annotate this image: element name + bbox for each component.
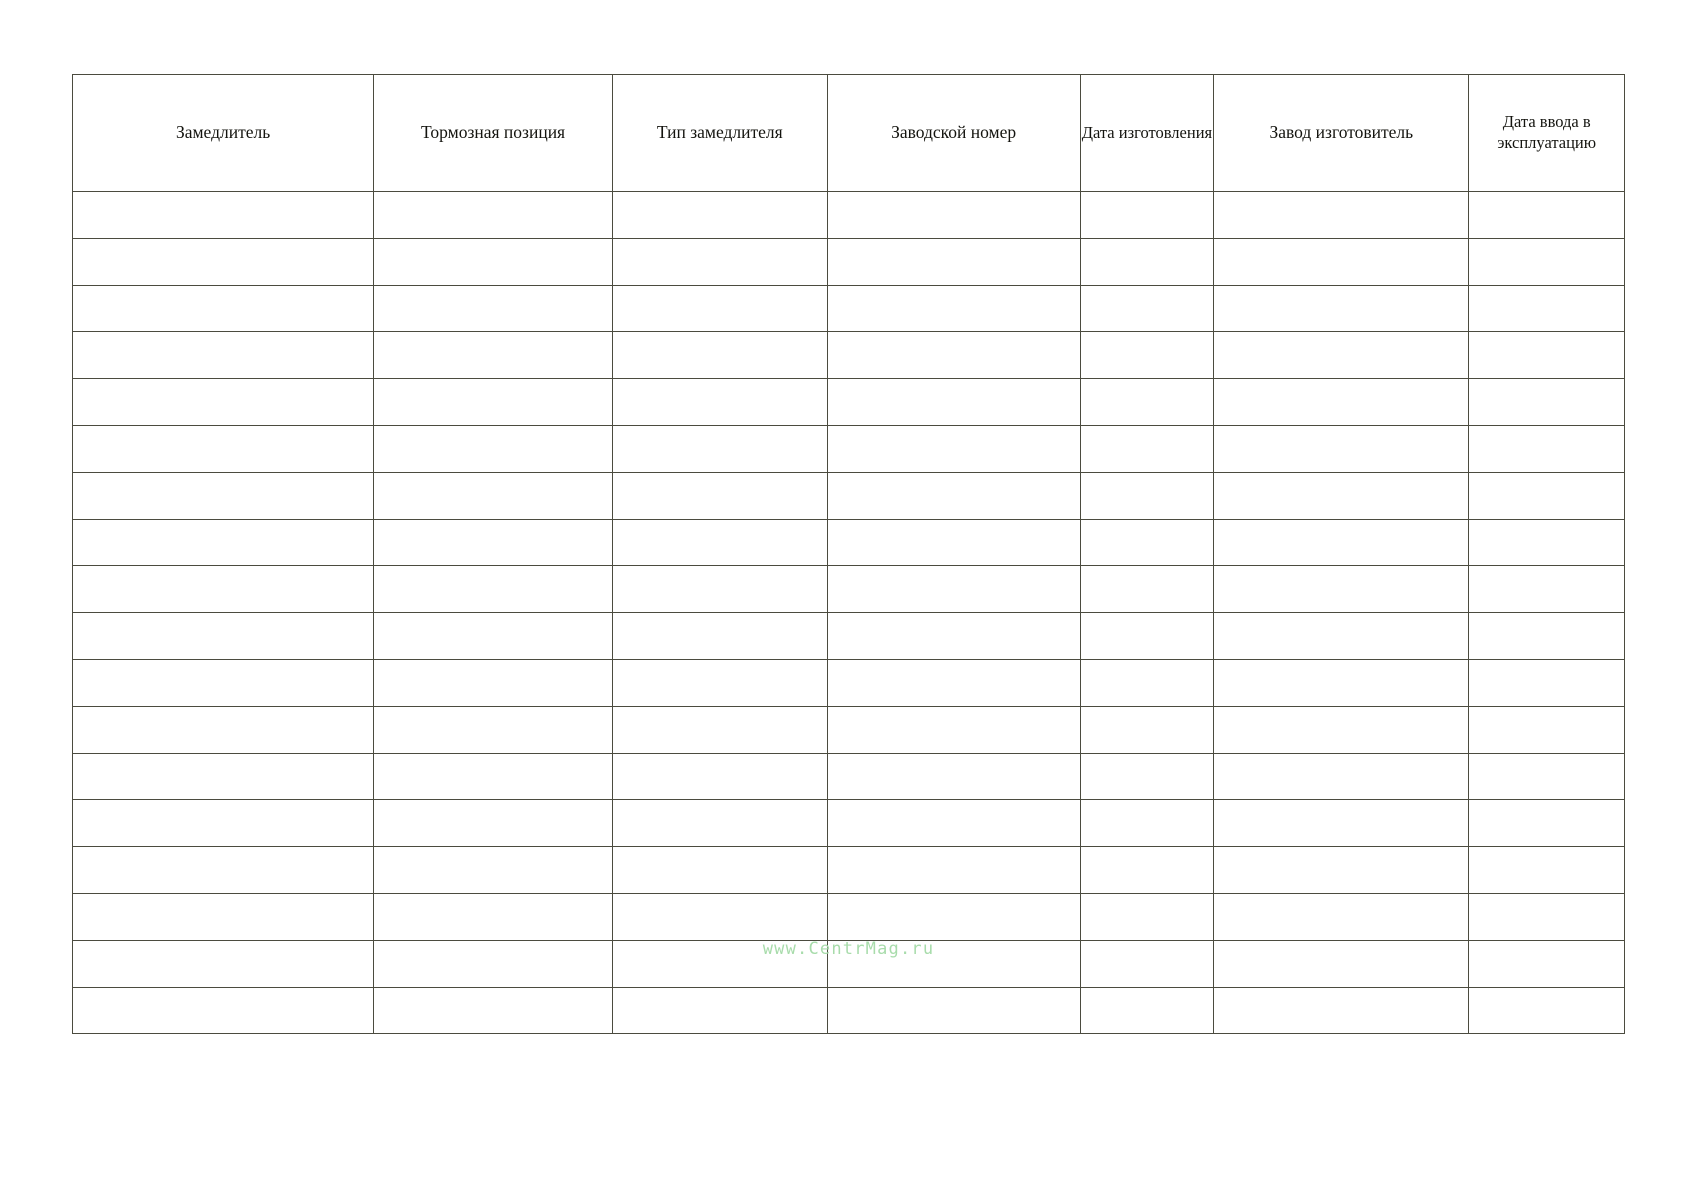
cell-retarder-type[interactable]	[612, 753, 827, 800]
cell-retarder[interactable]	[73, 379, 374, 426]
cell-factory-number[interactable]	[827, 566, 1080, 613]
table-row[interactable]	[73, 566, 1625, 613]
cell-factory-number[interactable]	[827, 519, 1080, 566]
cell-manufacture-date[interactable]	[1080, 613, 1214, 660]
cell-commissioning-date[interactable]	[1469, 519, 1625, 566]
table-row[interactable]	[73, 940, 1625, 987]
cell-retarder[interactable]	[73, 472, 374, 519]
cell-brake-position[interactable]	[374, 379, 613, 426]
cell-commissioning-date[interactable]	[1469, 847, 1625, 894]
cell-manufacturer-plant[interactable]	[1214, 659, 1469, 706]
cell-manufacture-date[interactable]	[1080, 566, 1214, 613]
cell-factory-number[interactable]	[827, 425, 1080, 472]
column-header-brake-position: Тормозная позиция	[374, 75, 613, 192]
cell-commissioning-date[interactable]	[1469, 893, 1625, 940]
cell-retarder-type[interactable]	[612, 800, 827, 847]
cell-retarder[interactable]	[73, 425, 374, 472]
cell-manufacturer-plant[interactable]	[1214, 706, 1469, 753]
cell-commissioning-date[interactable]	[1469, 425, 1625, 472]
table-row[interactable]	[73, 847, 1625, 894]
cell-brake-position[interactable]	[374, 238, 613, 285]
column-header-manufacturer-plant: Завод изготовитель	[1214, 75, 1469, 192]
table-row[interactable]	[73, 332, 1625, 379]
cell-manufacturer-plant[interactable]	[1214, 425, 1469, 472]
cell-commissioning-date[interactable]	[1469, 659, 1625, 706]
cell-retarder-type[interactable]	[612, 566, 827, 613]
cell-manufacturer-plant[interactable]	[1214, 472, 1469, 519]
form-table-container	[72, 74, 1625, 1034]
cell-retarder[interactable]	[73, 800, 374, 847]
cell-manufacture-date[interactable]	[1080, 659, 1214, 706]
cell-brake-position[interactable]	[374, 285, 613, 332]
column-header-commissioning-date: Дата ввода в эксплуатацию	[1469, 75, 1625, 192]
cell-commissioning-date[interactable]	[1469, 379, 1625, 426]
cell-manufacturer-plant[interactable]	[1214, 332, 1469, 379]
cell-factory-number[interactable]	[827, 379, 1080, 426]
cell-manufacture-date[interactable]	[1080, 238, 1214, 285]
cell-retarder-type[interactable]	[612, 893, 827, 940]
cell-retarder[interactable]	[73, 519, 374, 566]
cell-commissioning-date[interactable]	[1469, 613, 1625, 660]
cell-brake-position[interactable]	[374, 706, 613, 753]
cell-commissioning-date[interactable]	[1469, 238, 1625, 285]
table-row[interactable]	[73, 893, 1625, 940]
cell-commissioning-date[interactable]	[1469, 987, 1625, 1034]
cell-factory-number[interactable]	[827, 192, 1080, 239]
cell-brake-position[interactable]	[374, 332, 613, 379]
cell-manufacturer-plant[interactable]	[1214, 238, 1469, 285]
cell-factory-number[interactable]	[827, 659, 1080, 706]
cell-manufacture-date[interactable]	[1080, 706, 1214, 753]
cell-retarder[interactable]	[73, 613, 374, 660]
cell-factory-number[interactable]	[827, 987, 1080, 1034]
cell-retarder[interactable]	[73, 332, 374, 379]
cell-retarder[interactable]	[73, 753, 374, 800]
cell-manufacture-date[interactable]	[1080, 192, 1214, 239]
cell-brake-position[interactable]	[374, 613, 613, 660]
cell-retarder-type[interactable]	[612, 659, 827, 706]
cell-brake-position[interactable]	[374, 192, 613, 239]
table-row[interactable]	[73, 379, 1625, 426]
cell-retarder-type[interactable]	[612, 238, 827, 285]
cell-retarder-type[interactable]	[612, 847, 827, 894]
cell-manufacture-date[interactable]	[1080, 285, 1214, 332]
cell-manufacture-date[interactable]	[1080, 332, 1214, 379]
cell-brake-position[interactable]	[374, 519, 613, 566]
cell-factory-number[interactable]	[827, 285, 1080, 332]
column-header-manufacture-date: Дата изготовления	[1080, 75, 1214, 192]
column-header-factory-number: Заводской номер	[827, 75, 1080, 192]
cell-manufacturer-plant[interactable]	[1214, 753, 1469, 800]
table-row[interactable]	[73, 519, 1625, 566]
cell-factory-number[interactable]	[827, 706, 1080, 753]
column-header-retarder-type: Тип замедлителя	[612, 75, 827, 192]
cell-retarder[interactable]	[73, 940, 374, 987]
cell-manufacture-date[interactable]	[1080, 893, 1214, 940]
table-row[interactable]	[73, 659, 1625, 706]
cell-commissioning-date[interactable]	[1469, 706, 1625, 753]
cell-manufacturer-plant[interactable]	[1214, 285, 1469, 332]
cell-factory-number[interactable]	[827, 893, 1080, 940]
cell-brake-position[interactable]	[374, 566, 613, 613]
cell-brake-position[interactable]	[374, 425, 613, 472]
cell-retarder[interactable]	[73, 566, 374, 613]
cell-retarder-type[interactable]	[612, 192, 827, 239]
cell-manufacturer-plant[interactable]	[1214, 893, 1469, 940]
table-row[interactable]	[73, 425, 1625, 472]
cell-manufacture-date[interactable]	[1080, 379, 1214, 426]
cell-commissioning-date[interactable]	[1469, 753, 1625, 800]
cell-retarder-type[interactable]	[612, 940, 827, 987]
table-header	[73, 75, 1625, 192]
cell-factory-number[interactable]	[827, 472, 1080, 519]
cell-commissioning-date[interactable]	[1469, 472, 1625, 519]
cell-retarder-type[interactable]	[612, 285, 827, 332]
cell-retarder-type[interactable]	[612, 706, 827, 753]
cell-retarder-type[interactable]	[612, 379, 827, 426]
cell-manufacturer-plant[interactable]	[1214, 987, 1469, 1034]
cell-brake-position[interactable]	[374, 472, 613, 519]
table-row[interactable]	[73, 285, 1625, 332]
cell-manufacture-date[interactable]	[1080, 425, 1214, 472]
cell-retarder-type[interactable]	[612, 613, 827, 660]
cell-manufacturer-plant[interactable]	[1214, 940, 1469, 987]
table-row[interactable]	[73, 987, 1625, 1034]
cell-brake-position[interactable]	[374, 847, 613, 894]
cell-retarder-type[interactable]	[612, 425, 827, 472]
cell-factory-number[interactable]	[827, 847, 1080, 894]
cell-retarder-type[interactable]	[612, 519, 827, 566]
cell-retarder[interactable]	[73, 893, 374, 940]
cell-manufacture-date[interactable]	[1080, 800, 1214, 847]
cell-manufacturer-plant[interactable]	[1214, 379, 1469, 426]
cell-manufacture-date[interactable]	[1080, 753, 1214, 800]
cell-brake-position[interactable]	[374, 659, 613, 706]
cell-manufacture-date[interactable]	[1080, 847, 1214, 894]
cell-retarder[interactable]	[73, 238, 374, 285]
cell-factory-number[interactable]	[827, 940, 1080, 987]
table-row[interactable]	[73, 238, 1625, 285]
cell-retarder[interactable]	[73, 987, 374, 1034]
table-row[interactable]	[73, 753, 1625, 800]
cell-retarder[interactable]	[73, 706, 374, 753]
cell-manufacturer-plant[interactable]	[1214, 192, 1469, 239]
table-row[interactable]	[73, 472, 1625, 519]
cell-factory-number[interactable]	[827, 613, 1080, 660]
equipment-register-table	[72, 74, 1625, 1034]
cell-brake-position[interactable]	[374, 893, 613, 940]
cell-retarder-type[interactable]	[612, 987, 827, 1034]
column-header-retarder: Замедлитель	[73, 75, 374, 192]
cell-manufacturer-plant[interactable]	[1214, 847, 1469, 894]
cell-manufacture-date[interactable]	[1080, 940, 1214, 987]
cell-brake-position[interactable]	[374, 800, 613, 847]
cell-brake-position[interactable]	[374, 987, 613, 1034]
cell-manufacturer-plant[interactable]	[1214, 613, 1469, 660]
cell-retarder-type[interactable]	[612, 472, 827, 519]
cell-commissioning-date[interactable]	[1469, 285, 1625, 332]
cell-factory-number[interactable]	[827, 332, 1080, 379]
cell-factory-number[interactable]	[827, 753, 1080, 800]
cell-manufacturer-plant[interactable]	[1214, 519, 1469, 566]
cell-commissioning-date[interactable]	[1469, 192, 1625, 239]
cell-retarder-type[interactable]	[612, 332, 827, 379]
cell-commissioning-date[interactable]	[1469, 566, 1625, 613]
table-row[interactable]	[73, 192, 1625, 239]
cell-retarder[interactable]	[73, 847, 374, 894]
cell-brake-position[interactable]	[374, 753, 613, 800]
cell-manufacture-date[interactable]	[1080, 987, 1214, 1034]
table-body	[73, 192, 1625, 1034]
watermark-text: www.CentrMag.ru	[762, 939, 935, 959]
cell-manufacture-date[interactable]	[1080, 519, 1214, 566]
table-row[interactable]	[73, 613, 1625, 660]
cell-brake-position[interactable]	[374, 940, 613, 987]
cell-commissioning-date[interactable]	[1469, 800, 1625, 847]
cell-retarder[interactable]	[73, 285, 374, 332]
table-header-row	[73, 75, 1625, 192]
cell-retarder[interactable]	[73, 659, 374, 706]
cell-factory-number[interactable]	[827, 800, 1080, 847]
cell-retarder[interactable]	[73, 192, 374, 239]
cell-manufacture-date[interactable]	[1080, 472, 1214, 519]
table-row[interactable]	[73, 706, 1625, 753]
cell-commissioning-date[interactable]	[1469, 940, 1625, 987]
cell-manufacturer-plant[interactable]	[1214, 800, 1469, 847]
cell-manufacturer-plant[interactable]	[1214, 566, 1469, 613]
table-row[interactable]	[73, 800, 1625, 847]
cell-commissioning-date[interactable]	[1469, 332, 1625, 379]
cell-factory-number[interactable]	[827, 238, 1080, 285]
